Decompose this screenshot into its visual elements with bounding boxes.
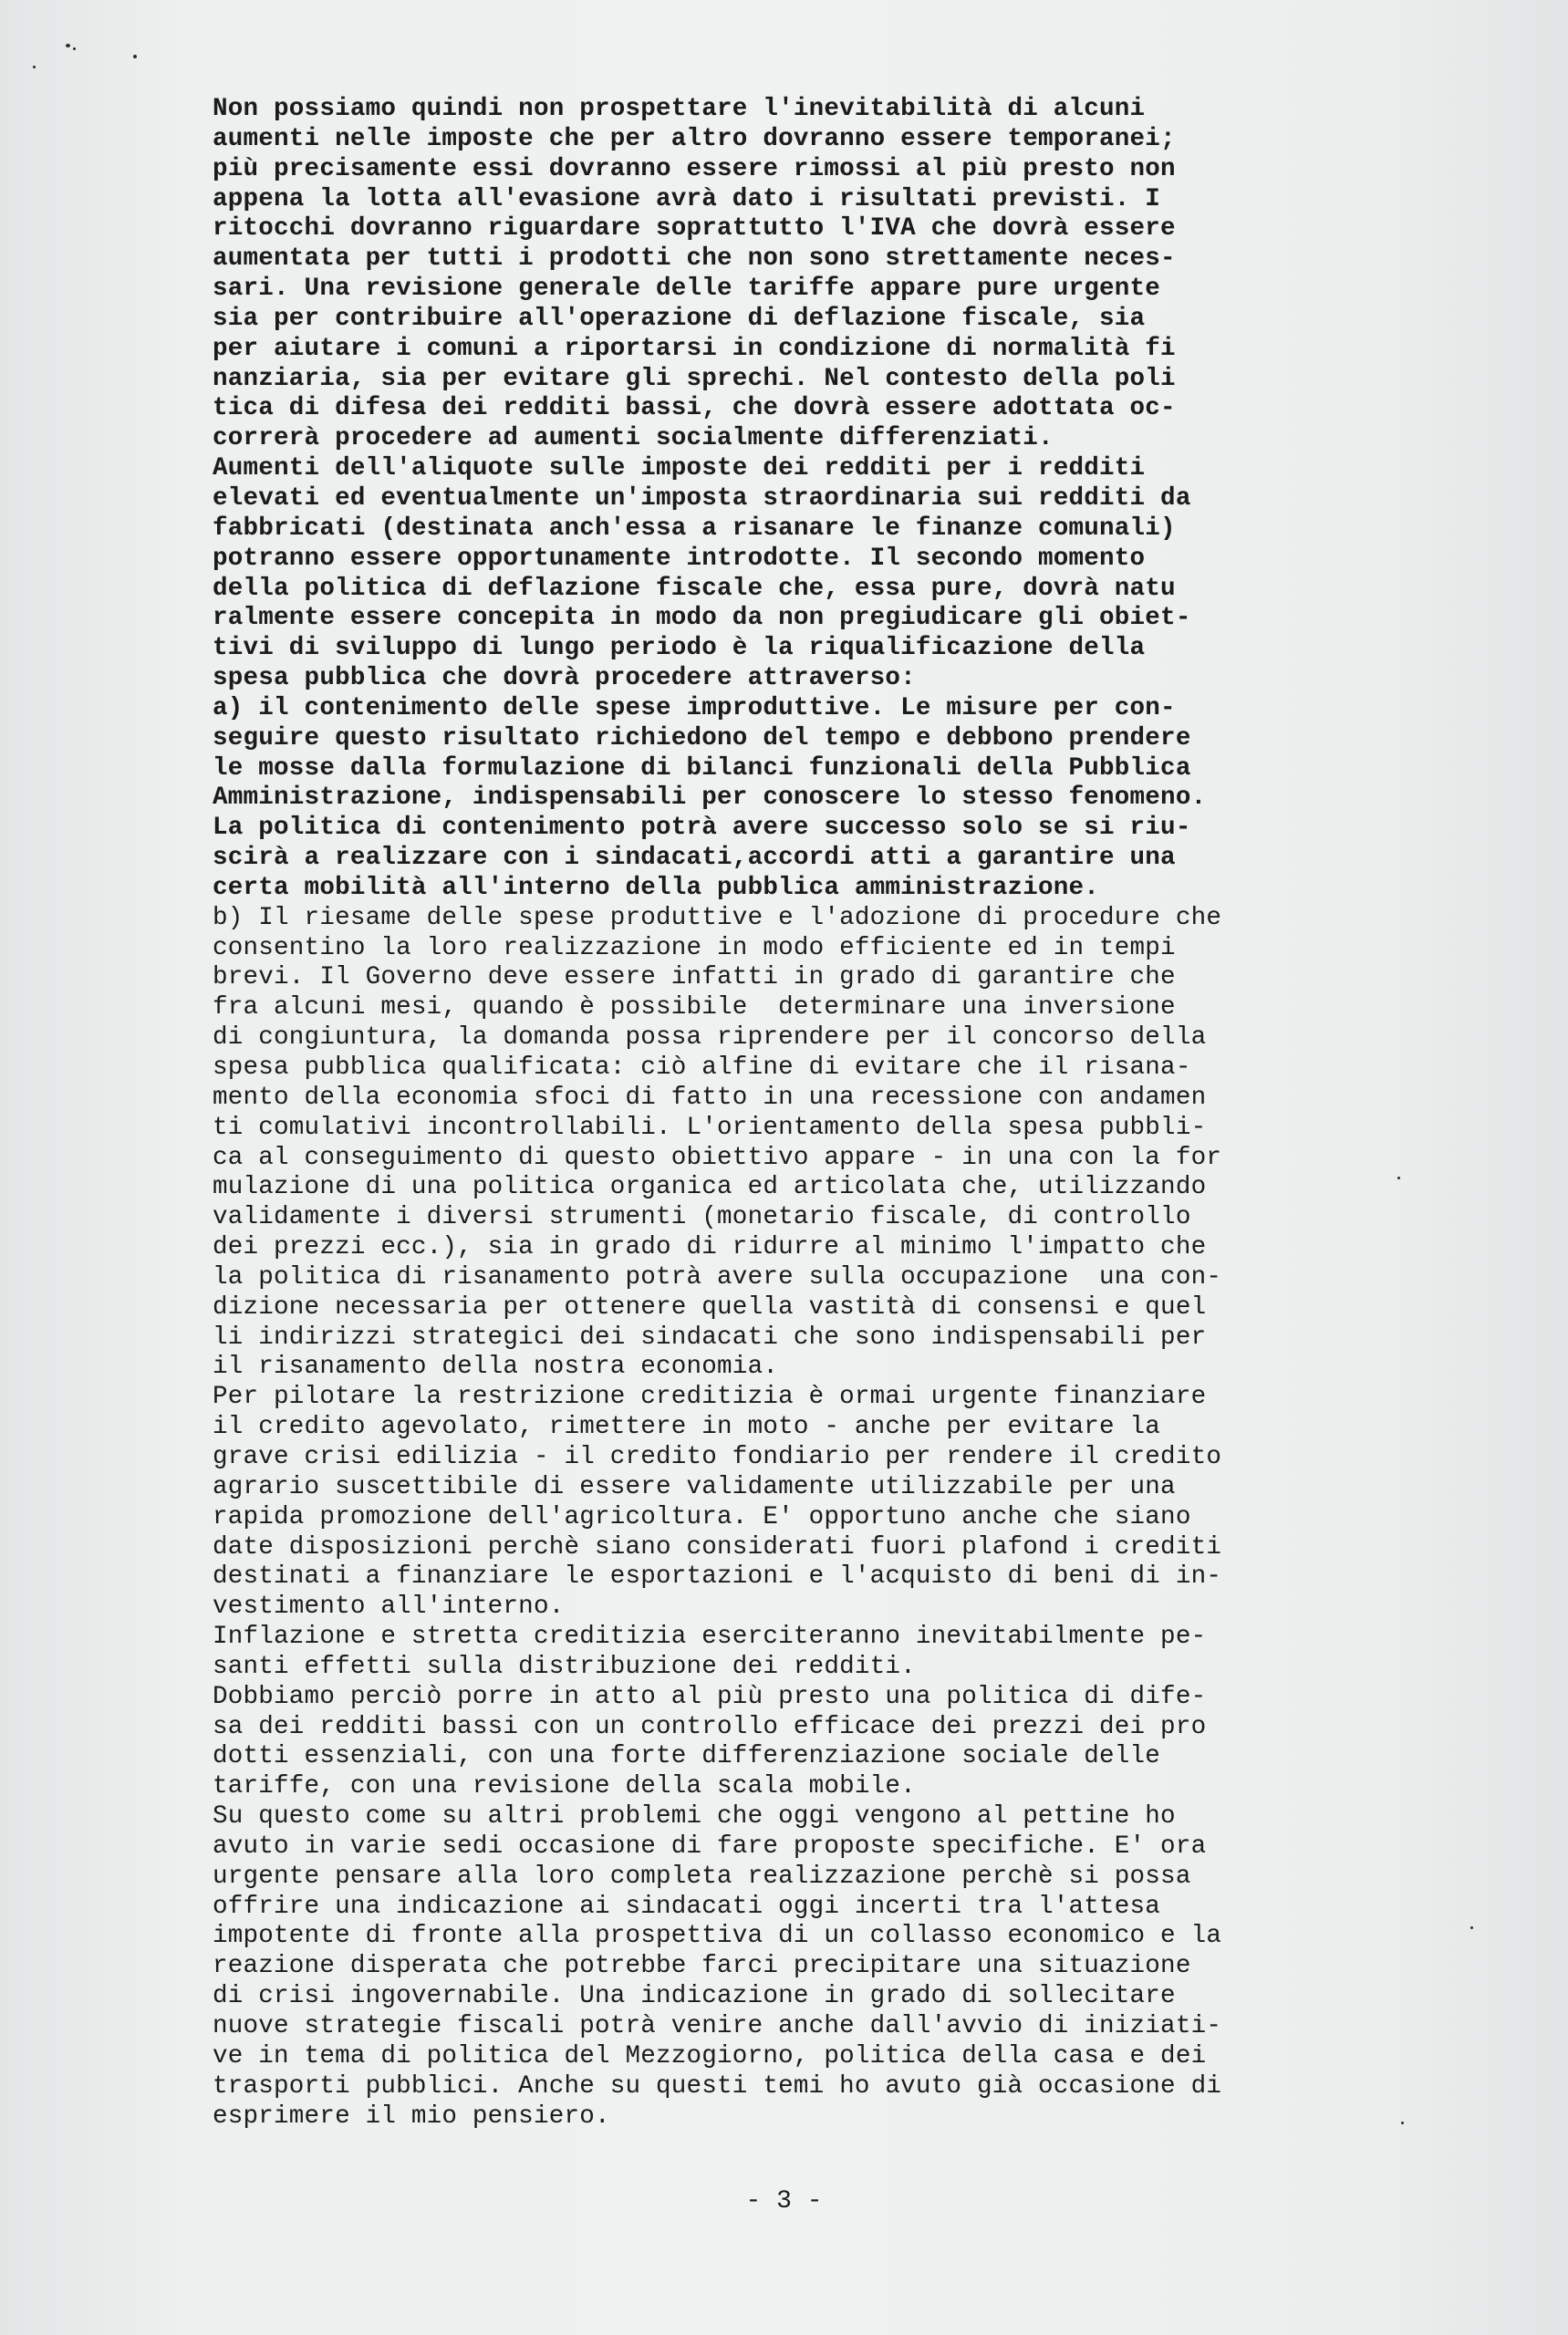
text-line: fra alcuni mesi, quando è possibile determinare una inversione bbox=[213, 993, 1176, 1022]
text-line: seguire questo risultato richiedono del tempo e debbono prendere bbox=[213, 723, 1191, 752]
paragraph-p3 bbox=[213, 694, 1417, 904]
text-line: a) il contenimento delle spese improduttive. Le misure per con- bbox=[213, 693, 1176, 722]
text-line: mulazione di una politica organica ed articolata che, utilizzando bbox=[213, 1173, 1207, 1202]
text-line: Aumenti dell'aliquote sulle imposte dei redditi per i redditi bbox=[213, 454, 1146, 483]
text-line: ritocchi dovranno riguardare soprattutto l'IVA che dovrà essere bbox=[213, 214, 1176, 244]
text-line: la politica di risanamento potrà avere sulla occupazione una con- bbox=[213, 1262, 1222, 1292]
paragraph-p1 bbox=[213, 95, 1417, 454]
text-line: per aiutare i comuni a riportarsi in condizione di normalità fi bbox=[213, 334, 1176, 363]
text-line: le mosse dalla formulazione di bilanci funzionali della Pubblica bbox=[213, 753, 1191, 783]
text-line: consentino la loro realizzazione in modo efficiente ed in tempi bbox=[213, 933, 1176, 962]
text-line: il credito agevolato, rimettere in moto - anche per evitare la bbox=[213, 1413, 1161, 1442]
text-line: Inflazione e stretta creditizia eserciteranno inevitabilmente pe- bbox=[213, 1623, 1207, 1652]
text-line: Non possiamo quindi non prospettare l'inevitabilità di alcuni bbox=[213, 95, 1146, 123]
text-line: certa mobilità all'interno della pubblica amministrazione. bbox=[213, 873, 1100, 902]
text-line: esprimere il mio pensiero. bbox=[213, 2102, 610, 2131]
text-line: ti comulativi incontrollabili. L'orientamento della spesa pubbli- bbox=[213, 1113, 1207, 1142]
text-line: dizione necessaria per ottenere quella vastità di consensi e quel bbox=[213, 1292, 1207, 1322]
text-line: aumenti nelle imposte che per altro dovranno essere temporanei; bbox=[213, 124, 1176, 153]
text-line: validamente i diversi strumenti (monetario fiscale, di controllo bbox=[213, 1203, 1191, 1232]
text-line: Dobbiamo perciò porre in atto al più presto una politica di dife- bbox=[213, 1682, 1207, 1711]
text-line: trasporti pubblici. Anche su questi temi ho avuto già occasione di bbox=[213, 2071, 1222, 2101]
text-line: mento della economia sfoci di fatto in una recessione con andamen bbox=[213, 1083, 1207, 1112]
text-line: date disposizioni perchè siano considerati fuori plafond i crediti bbox=[213, 1532, 1222, 1562]
document-body bbox=[213, 95, 1417, 2132]
text-line: rapida promozione dell'agricoltura. E' opportuno anche che siano bbox=[213, 1502, 1191, 1531]
text-line: brevi. Il Governo deve essere infatti in grado di garantire che bbox=[213, 963, 1176, 992]
paragraph-p8 bbox=[213, 1802, 1417, 2132]
text-line: b) Il riesame delle spese produttive e l'adozione di procedure che bbox=[213, 903, 1222, 932]
text-line: potranno essere opportunamente introdotte. Il secondo momento bbox=[213, 544, 1146, 573]
text-line: ralmente essere concepita in modo da non pregiudicare gli obiet- bbox=[213, 604, 1191, 633]
text-line: offrire una indicazione ai sindacati oggi incerti tra l'attesa bbox=[213, 1892, 1161, 1921]
text-line: Per pilotare la restrizione creditizia è ormai urgente finanziare bbox=[213, 1383, 1207, 1412]
text-line: santi effetti sulla distribuzione dei redditi. bbox=[213, 1652, 916, 1681]
text-line: appena la lotta all'evasione avrà dato i risultati previsti. I bbox=[213, 184, 1161, 213]
text-line: di crisi ingovernabile. Una indicazione in grado di sollecitare bbox=[213, 1982, 1176, 2011]
paragraph-p5 bbox=[213, 1383, 1417, 1623]
text-line: li indirizzi strategici dei sindacati che sono indispensabili per bbox=[213, 1323, 1207, 1352]
text-line: nanziaria, sia per evitare gli sprechi. Nel contesto della poli bbox=[213, 364, 1176, 393]
text-line: destinati a finanziare le esportazioni e l'acquisto di beni di in- bbox=[213, 1562, 1222, 1592]
text-line: della politica di deflazione fiscale che, essa pure, dovrà natu bbox=[213, 574, 1176, 603]
text-line: agrario suscettibile di essere validamente utilizzabile per una bbox=[213, 1472, 1176, 1501]
text-line: spesa pubblica che dovrà procedere attraverso: bbox=[213, 664, 916, 693]
text-line: più precisamente essi dovranno essere rimossi al più presto non bbox=[213, 154, 1176, 183]
text-line: scirà a realizzare con i sindacati,accordi atti a garantire una bbox=[213, 844, 1176, 873]
text-line: dei prezzi ecc.), sia in grado di ridurre al minimo l'impatto che bbox=[213, 1233, 1207, 1262]
text-line: elevati ed eventualmente un'imposta straordinaria sui redditi da bbox=[213, 483, 1191, 513]
text-line: impotente di fronte alla prospettiva di un collasso economico e la bbox=[213, 1922, 1222, 1951]
text-line: aumentata per tutti i prodotti che non sono strettamente neces- bbox=[213, 244, 1176, 274]
text-line: correrà procedere ad aumenti socialmente differenziati. bbox=[213, 424, 1054, 453]
text-line: avuto in varie sedi occasione di fare proposte specifiche. E' ora bbox=[213, 1832, 1207, 1861]
text-line: sa dei redditi bassi con un controllo efficace dei prezzi dei pro bbox=[213, 1712, 1207, 1741]
text-line: il risanamento della nostra economia. bbox=[213, 1353, 779, 1382]
text-line: fabbricati (destinata anch'essa a risanare le finanze comunali) bbox=[213, 514, 1176, 543]
text-line: Amministrazione, indispensabili per conoscere lo stesso fenomeno. bbox=[213, 784, 1207, 813]
page-number: - 3 - bbox=[745, 2187, 823, 2216]
scan-speck bbox=[133, 55, 137, 58]
scan-speck bbox=[33, 66, 36, 68]
text-line: sia per contribuire all'operazione di deflazione fiscale, sia bbox=[213, 304, 1146, 333]
paragraph-p4 bbox=[213, 904, 1417, 1384]
text-line: vestimento all'interno. bbox=[213, 1593, 565, 1622]
paragraph-p2 bbox=[213, 454, 1417, 694]
scan-speck bbox=[66, 44, 70, 47]
text-line: sari. Una revisione generale delle tariffe appare pure urgente bbox=[213, 275, 1161, 304]
text-line: urgente pensare alla loro completa realizzazione perchè si possa bbox=[213, 1862, 1191, 1891]
scan-speck bbox=[73, 47, 76, 50]
scan-speck bbox=[1470, 1926, 1473, 1929]
text-line: nuove strategie fiscali potrà venire anche dall'avvio di iniziati- bbox=[213, 2012, 1222, 2040]
text-line: reazione disperata che potrebbe farci precipitare una situazione bbox=[213, 1952, 1191, 1981]
text-line: ve in tema di politica del Mezzogiorno, politica della casa e dei bbox=[213, 2041, 1207, 2070]
text-line: tariffe, con una revisione della scala mobile. bbox=[213, 1772, 916, 1801]
text-line: tica di difesa dei redditi bassi, che dovrà essere adottata oc- bbox=[213, 394, 1176, 423]
text-line: di congiuntura, la domanda possa riprendere per il concorso della bbox=[213, 1023, 1207, 1053]
paragraph-p7 bbox=[213, 1683, 1417, 1802]
text-line: tivi di sviluppo di lungo periodo è la riqualificazione della bbox=[213, 634, 1146, 663]
text-line: grave crisi edilizia - il credito fondiario per rendere il credito bbox=[213, 1442, 1222, 1471]
text-line: ca al conseguimento di questo obiettivo appare - in una con la for bbox=[213, 1143, 1222, 1172]
text-line: dotti essenziali, con una forte differenziazione sociale delle bbox=[213, 1742, 1161, 1771]
paragraph-p6 bbox=[213, 1623, 1417, 1683]
text-line: spesa pubblica qualificata: ciò alfine di evitare che il risana- bbox=[213, 1053, 1191, 1082]
text-line: Su questo come su altri problemi che oggi vengono al pettine ho bbox=[213, 1802, 1176, 1832]
text-line: La politica di contenimento potrà avere successo solo se si riu- bbox=[213, 814, 1191, 843]
